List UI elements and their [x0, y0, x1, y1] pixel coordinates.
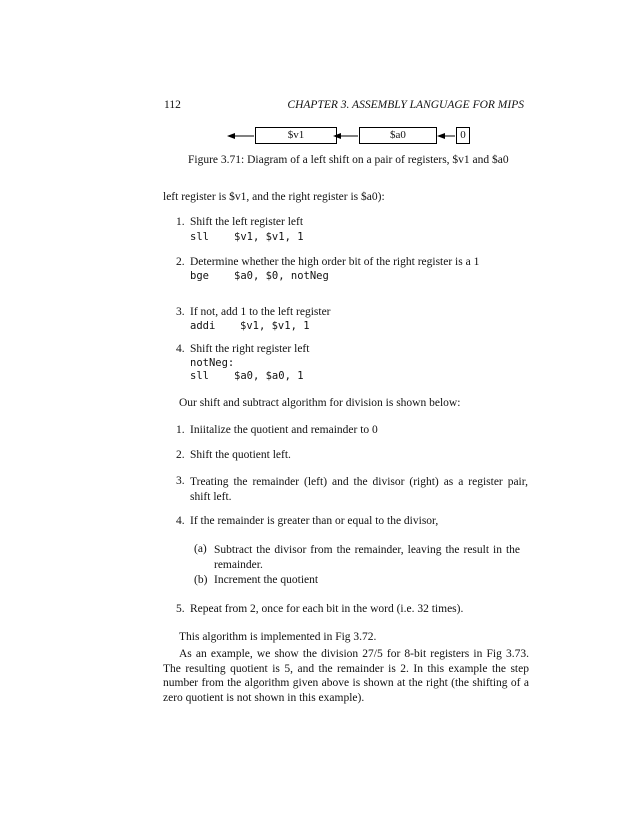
division-step-4-text: If the remainder is greater than or equal to the divisor, — [190, 515, 439, 527]
sub-step-a-label: (a) — [194, 543, 207, 555]
intro-line: left register is $v1, and the right register is $a0): — [163, 191, 385, 203]
step-2-text: Determine whether the high order bit of the right register is a 1 — [190, 256, 480, 268]
register-v1-box: $v1 — [255, 127, 337, 144]
code-args: $a0, $0, notNeg — [234, 270, 329, 282]
division-step-1-text: Iniitalize the quotient and remainder to 0 — [190, 424, 378, 436]
running-header: CHAPTER 3. ASSEMBLY LANGUAGE FOR MIPS — [287, 99, 524, 111]
code-opcode: sll — [190, 370, 209, 382]
division-step-3-text: Treating the remainder (left) and the divisor (right) as a register pair, shift left. — [190, 476, 528, 503]
step-1-code — [190, 231, 304, 243]
page-number: 112 — [164, 99, 181, 111]
step-3-code — [190, 320, 310, 332]
step-3-number: 3. — [176, 306, 185, 318]
register-a0-box: $a0 — [359, 127, 437, 144]
zero-in-arrowhead — [437, 133, 445, 139]
step-2-number: 2. — [176, 256, 185, 268]
step-2-code — [190, 270, 329, 282]
paragraph-2: As an example, we show the division 27/5 for 8-bit registers in Fig 3.73. The resulting quotient is 5, and the remainder is 2. In this example the step number from the algorithm given above is shown at the right (the shifting of a zero quotient is not shown in this example). — [163, 648, 529, 704]
code-args: $v1, $v1, 1 — [234, 231, 304, 243]
division-step-5-number: 5. — [176, 603, 185, 615]
sub-step-b-text: Increment the quotient — [214, 574, 319, 586]
step-4-text: Shift the right register left — [190, 343, 310, 355]
division-intro: Our shift and subtract algorithm for division is shown below: — [179, 397, 461, 409]
division-step-5-text: Repeat from 2, once for each bit in the word (i.e. 32 times). — [190, 603, 464, 615]
step-4-number: 4. — [176, 343, 185, 355]
code-args: $v1, $v1, 1 — [240, 320, 310, 332]
step-3-text: If not, add 1 to the left register — [190, 306, 331, 318]
code-args: $a0, $a0, 1 — [234, 370, 304, 382]
code-opcode: sll — [190, 231, 209, 243]
step-4-code — [190, 370, 304, 382]
shift-out-arrowhead — [227, 133, 235, 139]
step-4-label: notNeg: — [190, 357, 235, 369]
step-1-text: Shift the left register left — [190, 216, 304, 228]
division-step-4-number: 4. — [176, 515, 185, 527]
paragraph-1: This algorithm is implemented in Fig 3.72. — [179, 631, 377, 643]
code-opcode: bge — [190, 270, 209, 282]
step-1-number: 1. — [176, 216, 185, 228]
division-step-2-text: Shift the quotient left. — [190, 449, 291, 461]
division-step-1-number: 1. — [176, 424, 185, 436]
figure-caption: Figure 3.71: Diagram of a left shift on a pair of registers, $v1 and $a0 — [188, 154, 509, 166]
sub-step-a-text: Subtract the divisor from the remainder, leaving the result in the remainder. — [214, 544, 520, 571]
code-opcode: addi — [190, 320, 216, 332]
division-step-2-number: 2. — [176, 449, 185, 461]
zero-bit-box: 0 — [456, 127, 470, 144]
division-step-3-number: 3. — [176, 475, 185, 487]
sub-step-b-label: (b) — [194, 574, 208, 586]
